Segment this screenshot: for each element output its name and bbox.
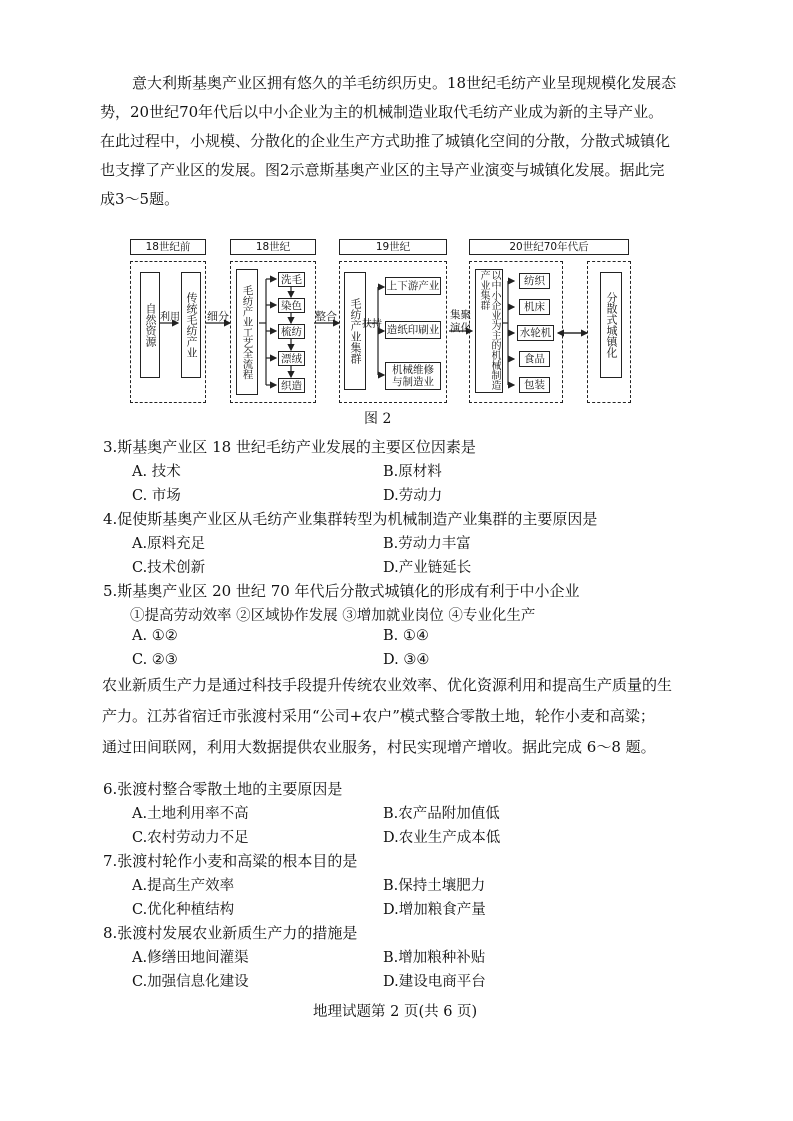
question-7-option-c[interactable]: C.优化种植结构 bbox=[132, 902, 235, 918]
machinery-repair-box: 机械维修与制造业 bbox=[385, 362, 441, 390]
question-6-option-b[interactable]: B.农产品附加值低 bbox=[383, 806, 500, 822]
dispersed-urbanization-box: 分散式城镇化 bbox=[600, 272, 622, 378]
upstream-downstream-box: 上下游产业 bbox=[385, 277, 441, 295]
question-6-option-c[interactable]: C.农村劳动力不足 bbox=[132, 830, 249, 846]
step-weave-box: 织造 bbox=[278, 378, 305, 393]
question-5-option-c[interactable]: C. ②③ bbox=[132, 652, 178, 668]
packaging-box: 包装 bbox=[519, 377, 550, 393]
wool-process-box: 毛纺产业工艺全流程 bbox=[236, 269, 258, 395]
question-6-option-a[interactable]: A.土地利用率不高 bbox=[132, 806, 249, 822]
question-7-option-d[interactable]: D.增加粮食产量 bbox=[383, 902, 486, 918]
question-4-option-b[interactable]: B.劳动力丰富 bbox=[383, 536, 471, 552]
intro-line: 意大利斯基奥产业区拥有悠久的羊毛纺织历史。18世纪毛纺产业呈现规模化发展态 bbox=[132, 74, 677, 92]
question-4-stem: 4.促使斯基奥产业区从毛纺产业集群转型为机械制造产业集群的主要原因是 bbox=[103, 510, 598, 528]
food-box: 食品 bbox=[519, 351, 550, 367]
question-8-option-d[interactable]: D.建设电商平台 bbox=[383, 974, 486, 990]
question-4-option-c[interactable]: C.技术创新 bbox=[132, 560, 206, 576]
intro-line: 势，20世纪70年代后以中小企业为主的机械制造业取代毛纺产业成为新的主导产业。 bbox=[100, 103, 664, 121]
figure-caption: 图 2 bbox=[364, 411, 392, 427]
question-7-stem: 7.张渡村轮作小麦和高粱的根本目的是 bbox=[103, 852, 358, 870]
question-4-option-a[interactable]: A.原料充足 bbox=[132, 536, 206, 552]
refine-label: 细分 bbox=[207, 310, 229, 323]
intro-line: 也支撑了产业区的发展。图2示意斯基奥产业区的主导产业演变与城镇化发展。据此完 bbox=[100, 161, 665, 179]
question-6-stem: 6.张渡村整合零散土地的主要原因是 bbox=[103, 780, 343, 798]
question-5-option-a[interactable]: A. ①② bbox=[132, 628, 178, 644]
question-5-stem: 5.斯基奥产业区 20 世纪 70 年代后分散式城镇化的形成有利于中小企业 bbox=[103, 582, 580, 600]
intro-paragraph-1 bbox=[100, 69, 696, 214]
use-label: 利用 bbox=[160, 312, 180, 323]
question-5-option-d[interactable]: D. ③④ bbox=[383, 652, 430, 668]
evolve-label: 集聚演化 bbox=[450, 309, 471, 334]
question-5-option-b[interactable]: B. ①④ bbox=[383, 628, 429, 644]
support-label: 扶持 bbox=[362, 319, 382, 330]
intro-line: 农业新质生产力是通过科技手段提升传统农业效率、优化资源利用和提高生产质量的生 bbox=[102, 676, 673, 694]
question-8-option-b[interactable]: B.增加粮种补贴 bbox=[383, 950, 486, 966]
header-post-1970s: 20世纪70年代后 bbox=[469, 239, 629, 255]
question-3-option-a[interactable]: A. 技术 bbox=[132, 464, 181, 480]
step-dye-box: 染色 bbox=[278, 298, 305, 313]
question-5-choices: ①提高劳动效率 ②区域协作发展 ③增加就业岗位 ④专业化生产 bbox=[130, 608, 536, 624]
machinery-cluster-box: 以中小企业为主的机械制造产业集群 bbox=[475, 269, 503, 393]
intro-line: 成3～5题。 bbox=[100, 190, 180, 208]
question-8-stem: 8.张渡村发展农业新质生产力的措施是 bbox=[103, 924, 358, 942]
step-bleach-box: 漂绒 bbox=[278, 351, 305, 366]
step-comb-spin-box: 梳纺 bbox=[278, 324, 305, 339]
question-8-option-c[interactable]: C.加强信息化建设 bbox=[132, 974, 249, 990]
integrate-label: 整合 bbox=[315, 310, 337, 323]
header-19th-century: 19世纪 bbox=[339, 239, 447, 255]
question-7-option-b[interactable]: B.保持土壤肥力 bbox=[383, 878, 486, 894]
figure-2-diagram bbox=[126, 235, 670, 410]
question-7-option-a[interactable]: A.提高生产效率 bbox=[132, 878, 235, 894]
header-18th-century: 18世纪 bbox=[230, 239, 316, 255]
intro-line: 在此过程中，小规模、分散化的企业生产方式助推了城镇化空间的分散，分散式城镇化 bbox=[100, 132, 671, 150]
paper-printing-box: 造纸印刷业 bbox=[385, 321, 441, 339]
page-footer: 地理试题第 2 页(共 6 页) bbox=[313, 1004, 478, 1020]
wool-cluster-box: 毛纺产业集群 bbox=[344, 272, 366, 390]
traditional-wool-industry-box: 传统毛纺产业 bbox=[181, 272, 201, 378]
water-turbine-box: 水轮机 bbox=[517, 325, 554, 341]
question-6-option-d[interactable]: D.农业生产成本低 bbox=[383, 830, 501, 846]
question-4-option-d[interactable]: D.产业链延长 bbox=[383, 560, 472, 576]
question-8-option-a[interactable]: A.修缮田地间灌渠 bbox=[132, 950, 249, 966]
intro-line: 通过田间联网，利用大数据提供农业服务，村民实现增产增收。据此完成 6～8 题。 bbox=[102, 738, 656, 756]
header-pre-18th-century: 18世纪前 bbox=[130, 239, 206, 255]
intro-paragraph-2 bbox=[102, 670, 698, 763]
natural-resources-box: 自然资源 bbox=[140, 272, 160, 378]
question-3-stem: 3.斯基奥产业区 18 世纪毛纺产业发展的主要区位因素是 bbox=[103, 438, 476, 456]
question-3-option-c[interactable]: C. 市场 bbox=[132, 488, 181, 504]
step-wash-box: 洗毛 bbox=[278, 272, 305, 287]
intro-line: 产力。江苏省宿迁市张渡村采用“公司+农户”模式整合零散土地，轮作小麦和高粱； bbox=[102, 707, 655, 725]
textile-box: 纺织 bbox=[519, 273, 550, 289]
question-3-option-d[interactable]: D.劳动力 bbox=[383, 488, 443, 504]
machine-tool-box: 机床 bbox=[519, 299, 550, 315]
question-3-option-b[interactable]: B.原材料 bbox=[383, 464, 442, 480]
